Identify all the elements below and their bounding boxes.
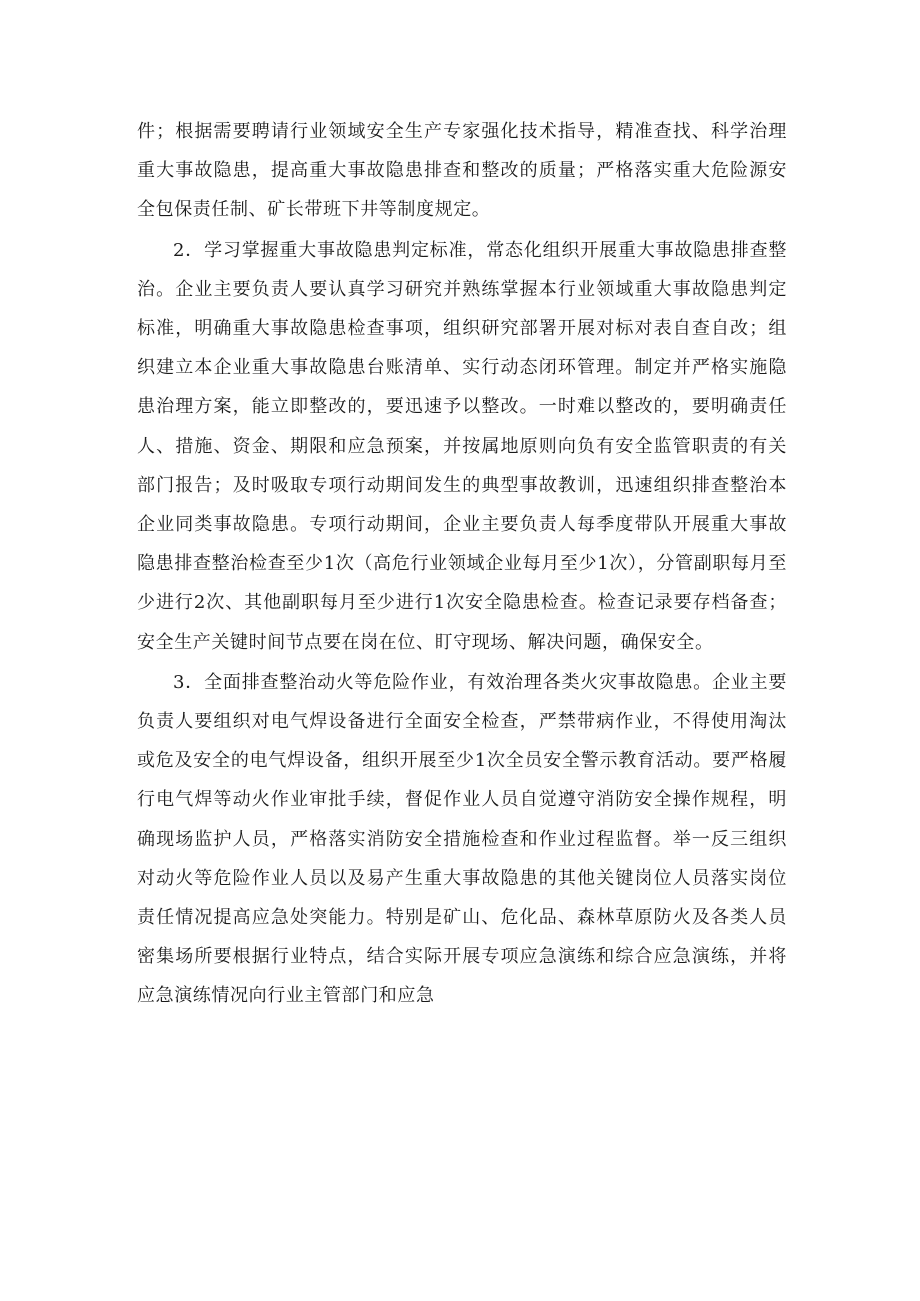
paragraph-item-3: 3．全面排查整治动火等危险作业，有效治理各类火灾事故隐患。企业主要负责人要组织对电气焊设备进行全面安全检查，严禁带病作业，不得使用淘汰或危及安全的电气焊设备，组织开展至少1次全员安全警示教育活动。要严格履行电气焊等动火作业审批手续，督促作业人员自觉遵守消防安全操作规程，明确现场监护人员，严格落实消防安全措施检查和作业过程监督。举一反三组织对动火等危险作业人员以及易产生重大事故隐患的其他关键岗位人员落实岗位责任情况提高应急处突能力。特别是矿山、危化品、森林草原防火及各类人员密集场所要根据行业特点，结合实际开展专项应急演练和综合应急演练，并将应急演练情况向行业主管部门和应急 <box>137 671 787 1007</box>
paragraph-item-2: 2．学习掌握重大事故隐患判定标准，常态化组织开展重大事故隐患排查整治。企业主要负责人要认真学习研究并熟练掌握本行业领域重大事故隐患判定标准，明确重大事故隐患检查事项，组织研究部署开展对标对表自查自改；组织建立本企业重大事故隐患台账清单、实行动态闭环管理。制定并严格实施隐患治理方案，能立即整改的，要迅速予以整改。一时难以整改的，要明确责任人、措施、资金、期限和应急预案，并按属地原则向负有安全监管职责的有关部门报告；及时吸取专项行动期间发生的典型事故教训，迅速组织排查整治本企业同类事故隐患。专项行动期间，企业主要负责人每季度带队开展重大事故隐患排查整治检查至少1次（高危行业领域企业每月至少1次），分管副职每月至少进行2次、其他副职每月至少进行1次安全隐患检查。检查记录要存档备查；安全生产关键时间节点要在岗在位、盯守现场、解决问题，确保安全。 <box>137 239 787 653</box>
document-body <box>137 112 787 1016</box>
paragraph-continuation: 件；根据需要聘请行业领域安全生产专家强化技术指导，精准查找、科学治理重大事故隐患，提高重大事故隐患排查和整改的质量；严格落实重大危险源安全包保责任制、矿长带班下井等制度规定。 <box>137 121 787 221</box>
